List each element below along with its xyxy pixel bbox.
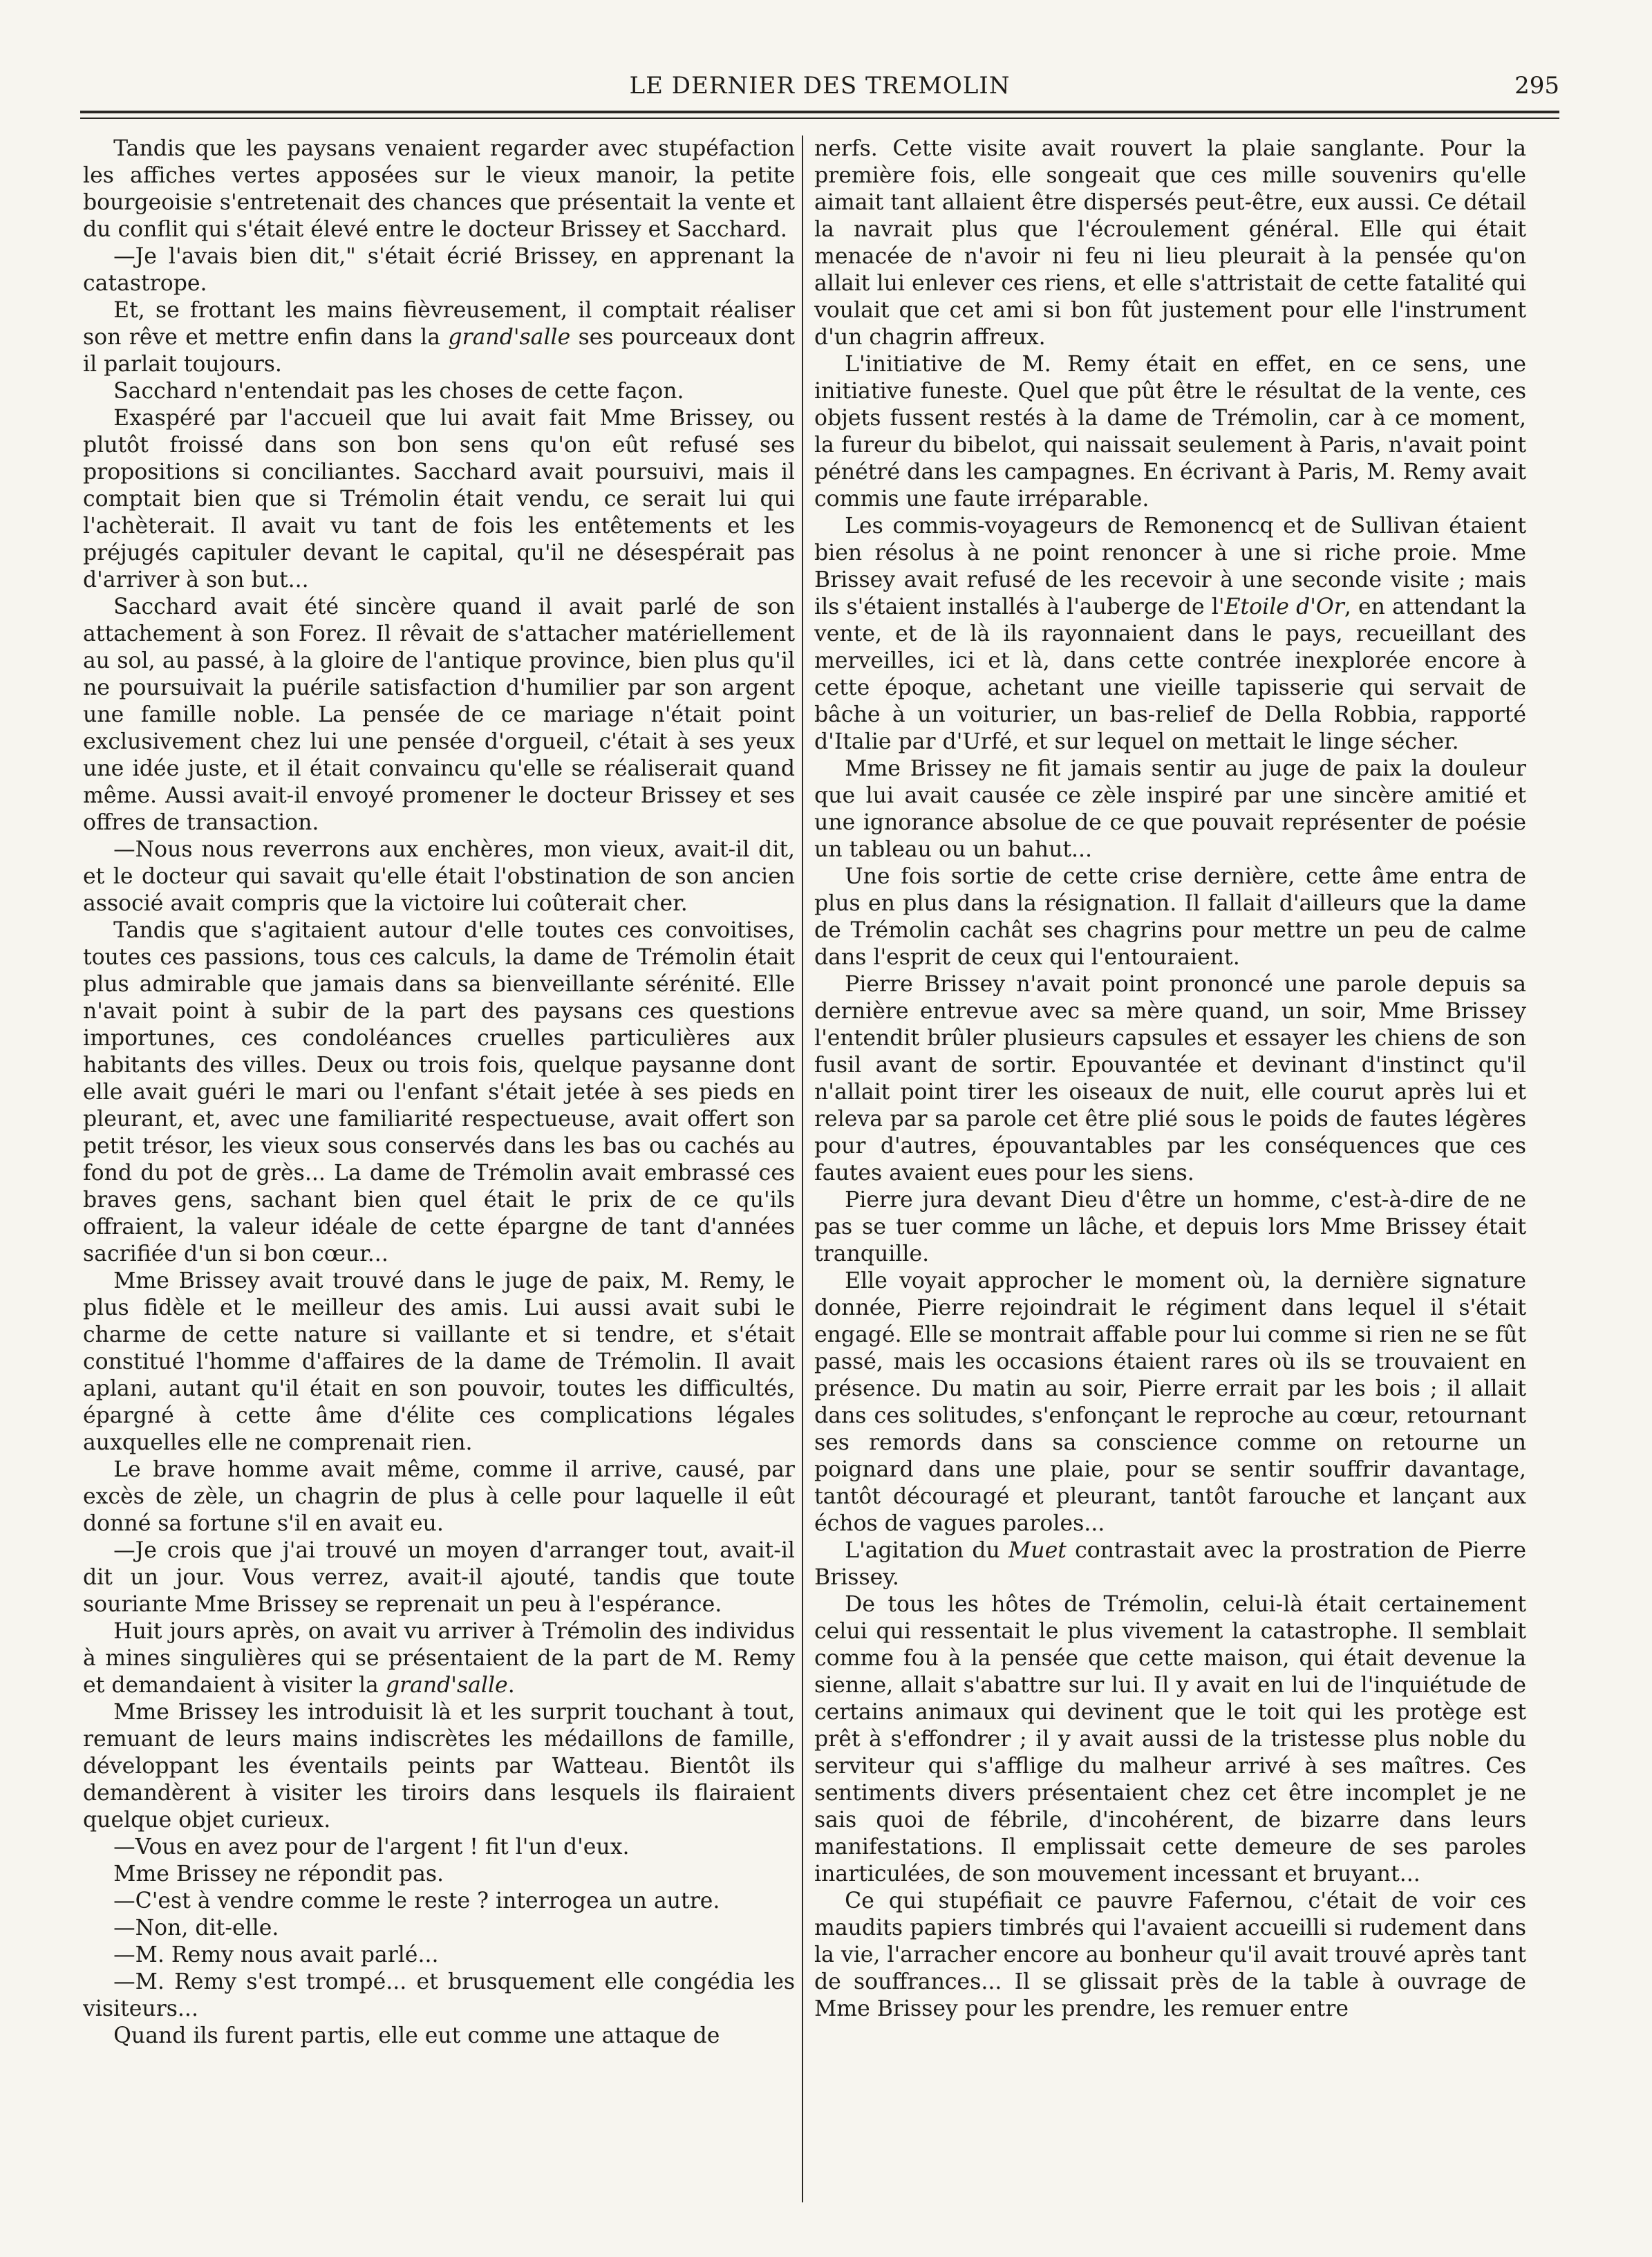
paragraph bbox=[83, 1834, 795, 1861]
paragraph-text: Sacchard avait été sincère quand il avait parlé de son attachement à son Forez. Il rêvait de s'attacher matériellement au sol, au passé, à la gloire de l'antique province, bien plus qu'il ne poursuivait la puérile satisfaction d'humilier par son argent une famille noble. La pensée de ce mariage n'était point exclusivement chez lui une pensée d'orgueil, c'était à ses yeux une idée juste, et il était convaincu qu'elle se réaliserait quand même. Aussi avait-il envoyé promener le docteur Brissey et ses offres de transaction. bbox=[83, 594, 795, 835]
paragraph-text: Mme Brissey ne répondit pas. bbox=[113, 1862, 444, 1886]
paragraph-text: —M. Remy s'est trompé... et brusquement elle congédia les visiteurs... bbox=[83, 1969, 795, 2021]
paragraph bbox=[814, 971, 1526, 1187]
paragraph bbox=[83, 405, 795, 594]
paragraph-text: Mme Brissey ne fit jamais sentir au juge de paix la douleur que lui avait causée ce zèle inspiré par une sincère amitié et une ignorance absolue de ce que pouvait représenter de poésie un tableau ou un bahut... bbox=[814, 756, 1526, 862]
paragraph-text: nerfs. Cette visite avait rouvert la plaie sanglante. Pour la première fois, elle songeait que ces mille souvenirs qu'elle aimait tant allaient être dispersés peut-être, eux aussi. Ce détail la navrait plus que l'écroulement général. Elle qui était menacée de n'avoir ni feu ni lieu pleurait à la pensée qu'on allait lui enlever ces riens, et elle s'attristait de cette fatalité qui voulait que cet ami si bon fût justement pour elle l'instrument d'un chagrin affreux. bbox=[814, 136, 1526, 350]
paragraph bbox=[83, 2023, 795, 2050]
paragraph bbox=[814, 863, 1526, 971]
paragraph-text: Elle voyait approcher le moment où, la dernière signature donnée, Pierre rejoindrait le régiment dans lequel il s'était engagé. Elle se montrait affable pour lui comme si rien ne se fût passé, mais les occasions étaient rares où ils se trouvaient en présence. Du matin au soir, Pierre errait par les bois ; il allait dans ces solitudes, s'enfonçant le reproche au cœur, retournant ses remords dans sa conscience comme on retourne un poignard dans une plaie, pour se sentir souffrir davantage, tantôt découragé et pleurant, tantôt farouche et lançant aux échos de vagues paroles... bbox=[814, 1268, 1526, 1536]
paragraph-text: —C'est à vendre comme le reste ? interrogea un autre. bbox=[113, 1889, 720, 1913]
paragraph-text: Tandis que les paysans venaient regarder avec stupéfaction les affiches vertes apposées sur le vieux manoir, la petite bourgeoisie s'entretenait des chances que présentait la vente et du conflit qui s'était élevé entre le docteur Brissey et Sacchard. bbox=[83, 136, 795, 242]
paragraph bbox=[83, 1268, 795, 1457]
paragraph-text: —Non, dit-elle. bbox=[113, 1916, 279, 1940]
paragraph bbox=[814, 1888, 1526, 2023]
paragraph-text: Pierre jura devant Dieu d'être un homme, c'est-à-dire de ne pas se tuer comme un lâche, et depuis lors Mme Brissey était tranquille. bbox=[814, 1188, 1526, 1266]
paragraph-text: Le brave homme avait même, comme il arrive, causé, par excès de zèle, un chagrin de plus à celle pour laquelle il eût donné sa fortune s'il en avait eu. bbox=[83, 1457, 795, 1536]
paragraph bbox=[83, 1942, 795, 1969]
page-number: 295 bbox=[1514, 72, 1559, 100]
page-header bbox=[80, 66, 1559, 105]
paragraph-text: ses pourceaux dont il parlait toujours. bbox=[83, 325, 795, 377]
paragraph-text: —Je l'avais bien dit," s'était écrié Brissey, en apprenant la catastrope. bbox=[83, 244, 795, 296]
paragraph-text: L'initiative de M. Remy était en effet, en ce sens, une initiative funeste. Quel que pût être le résultat de la vente, ces objets fussent restés à la dame de Trémolin, car à ce moment, la fureur du bibelot, qui naissait seulement à Paris, n'avait point pénétré dans les campagnes. En écrivant à Paris, M. Remy avait commis une faute irréparable. bbox=[814, 352, 1526, 512]
paragraph-text: Pierre Brissey n'avait point prononcé une parole depuis sa dernière entrevue avec sa mère quand, un soir, Mme Brissey l'entendit brûler plusieurs capsules et essayer les chiens de son fusil avant de sortir. Epouvantée et devinant d'instinct qu'il n'allait point tirer les oiseaux de nuit, elle courut après lui et releva par sa parole cet être plié sous le poids de fautes légères pour d'autres, épouvantables par les conséquences que ces fautes avaient eues pour les siens. bbox=[814, 972, 1526, 1186]
paragraph-text: De tous les hôtes de Trémolin, celui-là était certainement celui qui ressentait le plus vivement la catastrophe. Il semblait comme fou à la pensée que cette maison, qui était devenue la sienne, allait s'abattre sur lui. Il y avait en lui de l'inquiétude de certains animaux qui devinent que le toit qui les protège est prêt à s'effondrer ; il y avait aussi de la tristesse plus noble du serviteur qui s'afflige du malheur arrivé à ses maîtres. Ces sentiments divers présentaient chez cet être incomplet je ne sais quoi de fébrile, d'incohérent, de bizarre dans leurs manifestations. Il emplissait cette demeure de ses paroles inarticulées, de son mouvement incessant et bruyant... bbox=[814, 1592, 1526, 1886]
paragraph-text: Et, se frottant les mains fièvreusement, il comptait réaliser son rêve et mettre enfin dans la bbox=[83, 298, 795, 350]
paragraph bbox=[814, 756, 1526, 863]
paragraph-text: contrastait avec la prostration de Pierre Brissey. bbox=[814, 1538, 1526, 1590]
header-rule-thick bbox=[80, 111, 1559, 113]
paragraph bbox=[83, 1457, 795, 1537]
paragraph-text: Huit jours après, on avait vu arriver à Trémolin des individus à mines singulières qui se présentaient de la part de M. Remy et demandaient à visiter la bbox=[83, 1619, 795, 1698]
paragraph bbox=[83, 1699, 795, 1834]
paragraph bbox=[814, 1537, 1526, 1591]
paragraph-text: . bbox=[507, 1673, 515, 1698]
paragraph-text: Tandis que s'agitaient autour d'elle toutes ces convoitises, toutes ces passions, tous ces calculs, la dame de Trémolin était plus admirable que jamais dans sa bienveillante sérénité. Elle n'avait point à subir de la part des paysans ces questions importunes, ces condoléances cruelles particulières aux habitants des villes. Deux ou trois fois, quelque paysanne dont elle avait guéri le mari ou l'enfant s'était jetée à ses pieds en pleurant, et, avec une familiarité respectueuse, avait offert son petit trésor, les vieux sous conservés dans les bas ou cachés au fond du pot de grès... La dame de Trémolin avait embrassé ces braves gens, sachant bien quel était le prix de ce qu'ils offraient, la valeur idéale de cette épargne de tant d'années sacrifiée d'un si bon cœur... bbox=[83, 918, 795, 1266]
paragraph bbox=[814, 1187, 1526, 1268]
paragraph-text: Quand ils furent partis, elle eut comme une attaque de bbox=[113, 2023, 720, 2048]
paragraph bbox=[83, 378, 795, 405]
text-column-right bbox=[814, 135, 1526, 2209]
paragraph-text: Mme Brissey les introduisit là et les surprit touchant à tout, remuant de leurs mains indiscrètes les médaillons de famille, développant les éventails peints par Watteau. Bientôt ils demandèrent à visiter les tiroirs dans lesquels ils flairaient quelque objet curieux. bbox=[83, 1700, 795, 1833]
paragraph bbox=[814, 351, 1526, 513]
paragraph-text: Une fois sortie de cette crise dernière, cette âme entra de plus en plus dans la résignation. Il fallait d'ailleurs que la dame de Trémolin cachât ses chagrins pour mettre un peu de calme dans l'esprit de ceux qui l'entouraient. bbox=[814, 864, 1526, 970]
paragraph-text: Les commis-voyageurs de Remonencq et de Sullivan étaient bien résolus à ne point renoncer à une si riche proie. Mme Brissey avait refusé de les recevoir à une seconde visite ; mais ils s'étaient installés à l'auberge de l' bbox=[814, 514, 1526, 619]
paragraph bbox=[814, 1268, 1526, 1537]
paragraph-text: Mme Brissey avait trouvé dans le juge de paix, M. Remy, le plus fidèle et le meilleur des amis. Lui aussi avait subi le charme de cette nature si vaillante et si tendre, et s'était constitué l'homme d'affaires de la dame de Trémolin. Il avait aplani, autant qu'il était en son pouvoir, toutes les difficultés, épargné à cette âme d'élite ces complications légales auxquelles elle ne comprenait rien. bbox=[83, 1268, 795, 1455]
paragraph bbox=[814, 1591, 1526, 1888]
paragraph bbox=[83, 297, 795, 378]
paragraph bbox=[814, 513, 1526, 756]
paragraph bbox=[83, 1537, 795, 1618]
column-divider bbox=[802, 135, 803, 2202]
paragraph bbox=[83, 1888, 795, 1915]
text-column-left bbox=[83, 135, 795, 2209]
paragraph bbox=[83, 836, 795, 917]
paragraph-text: Ce qui stupéfiait ce pauvre Fafernou, c'était de voir ces maudits papiers timbrés qui l'avaient accueilli si rudement dans la vie, l'arracher encore au bonheur qu'il avait trouvé après tant de souffrances... Il se glissait près de la table à ouvrage de Mme Brissey pour les prendre, les remuer entre bbox=[814, 1889, 1526, 2021]
paragraph bbox=[83, 243, 795, 297]
paragraph-text: —Nous nous reverrons aux enchères, mon vieux, avait-il dit, et le docteur qui savait qu'elle était l'obstination de son ancien associé avait compris que la victoire lui coûterait cher. bbox=[83, 837, 795, 916]
paragraph bbox=[83, 594, 795, 836]
italic-text: Etoile d'Or bbox=[1224, 594, 1344, 619]
running-title: LE DERNIER DES TREMOLIN bbox=[629, 72, 1011, 100]
paragraph bbox=[83, 1861, 795, 1888]
paragraph-text: , en attendant la vente, et de là ils rayonnaient dans le pays, recueillant des merveilles, ici et là, dans cette contrée inexplorée encore à cette époque, achetant une vieille tapisserie qui servait de bâche à un voiturier, un bas-relief de Della Robbia, rapporté d'Italie par d'Urfé, et sur lequel on mettait le linge sécher. bbox=[814, 594, 1526, 754]
italic-text: Muet bbox=[1008, 1538, 1067, 1563]
paragraph-text: —M. Remy nous avait parlé... bbox=[113, 1942, 439, 1967]
paragraph-text: —Je crois que j'ai trouvé un moyen d'arranger tout, avait-il dit un jour. Vous verrez, avait-il ajouté, tandis que toute souriante Mme Brissey se reprenait un peu à l'espérance. bbox=[83, 1538, 795, 1617]
paragraph-text: —Vous en avez pour de l'argent ! fit l'un d'eux. bbox=[113, 1835, 630, 1860]
paragraph bbox=[83, 917, 795, 1268]
paragraph bbox=[83, 1618, 795, 1699]
paragraph bbox=[83, 1915, 795, 1942]
paragraph bbox=[814, 135, 1526, 351]
paragraph bbox=[83, 1969, 795, 2023]
paragraph-text: L'agitation du bbox=[845, 1538, 1009, 1563]
italic-text: grand'salle bbox=[448, 325, 571, 350]
paragraph-text: Exaspéré par l'accueil que lui avait fait Mme Brissey, ou plutôt froissé dans son bon sens qu'on eût refusé ses propositions si conciliantes. Sacchard avait poursuivi, mais il comptait bien que si Trémolin était vendu, ce serait lui qui l'achèterait. Il avait vu tant de fois les entêtements et les préjugés capituler devant le capital, qu'il ne désespérait pas d'arriver à son but... bbox=[83, 406, 795, 592]
paragraph bbox=[83, 135, 795, 243]
paragraph-text: Sacchard n'entendait pas les choses de cette façon. bbox=[113, 379, 684, 404]
italic-text: grand'salle bbox=[385, 1673, 508, 1698]
header-rule-thin bbox=[80, 118, 1559, 119]
